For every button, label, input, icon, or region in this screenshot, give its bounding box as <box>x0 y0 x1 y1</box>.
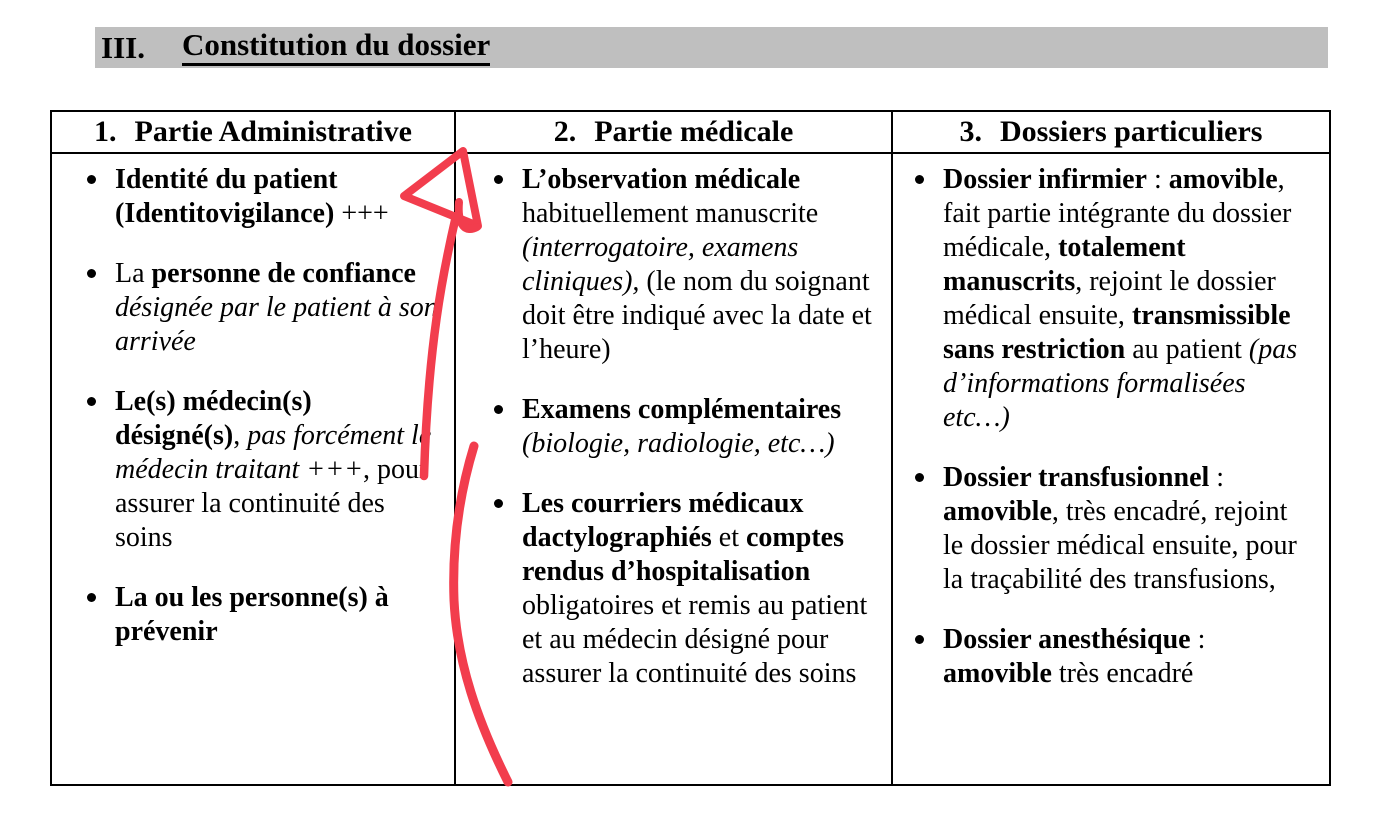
item-text <box>943 624 1205 689</box>
item-text <box>115 386 431 553</box>
text-segment: très encadré <box>1051 658 1194 689</box>
text-segment: +++ <box>334 198 389 229</box>
text-segment: Examens complémentaires <box>522 394 842 425</box>
item-text <box>943 164 1297 433</box>
text-segment: pas forcément le médecin traitant +++ <box>115 420 432 485</box>
list-item <box>522 163 875 367</box>
list-item <box>522 487 875 691</box>
text-segment: , fait partie intégrante du dossier médicale, <box>943 164 1292 263</box>
item-text <box>115 582 389 647</box>
item-text <box>115 164 389 229</box>
bullet-icon <box>87 397 96 406</box>
text-segment: , <box>233 420 248 451</box>
text-segment: amovible <box>1168 164 1278 195</box>
text-segment: désignée par le patient à son arrivée <box>115 292 438 357</box>
table-column-dossiers-particuliers <box>891 112 1329 784</box>
table-column-partie-medicale <box>454 112 891 784</box>
text-segment: : <box>1190 624 1206 655</box>
column-title: Partie médicale <box>594 115 794 148</box>
bullet-icon <box>494 405 503 414</box>
bullet-icon <box>494 175 503 184</box>
item-text <box>522 164 872 365</box>
list-item <box>943 163 1298 435</box>
text-segment: , très encadré, rejoint le dossier médical ensuite, pour la traçabilité des transfusions, <box>943 496 1297 595</box>
table-column-partie-administrative <box>52 112 454 784</box>
text-segment: Dossier transfusionnel <box>943 462 1210 493</box>
column-header <box>893 112 1329 154</box>
text-segment: personne de confiance <box>151 258 416 289</box>
text-segment: , rejoint le dossier médical ensuite, <box>943 266 1276 331</box>
text-segment: (le nom du soignant doit être indiqué avec la date et l’heure) <box>522 266 872 365</box>
list-item <box>943 623 1298 691</box>
column-number: 2. <box>553 115 577 148</box>
section-number: III. <box>101 29 145 65</box>
text-segment: L’observation médicale <box>522 164 801 195</box>
bullet-icon <box>87 593 96 602</box>
list-item <box>115 581 439 649</box>
bullet-icon <box>494 499 503 508</box>
bullet-icon <box>915 175 924 184</box>
text-segment: habituellement manuscrite <box>522 198 819 229</box>
text-segment: Le(s) médecin(s) désigné(s) <box>115 386 312 451</box>
text-segment: : <box>1146 164 1169 195</box>
text-segment: amovible <box>943 658 1052 689</box>
text-segment: (interrogatoire, examens cliniques), <box>522 232 799 297</box>
column-header <box>456 112 891 154</box>
column-header <box>52 112 454 154</box>
text-segment: Identité du patient (Identitovigilance) <box>115 164 338 229</box>
section-heading-bar <box>95 27 1328 68</box>
list-item <box>522 393 875 461</box>
text-segment: transmissible sans restriction <box>943 300 1291 365</box>
column-items <box>456 154 891 717</box>
column-items <box>52 154 454 675</box>
item-text <box>522 488 867 689</box>
text-segment: et <box>711 522 746 553</box>
list-item <box>943 461 1298 597</box>
text-segment: Dossier anesthésique <box>943 624 1191 655</box>
text-segment: , pour assurer la continuité des soins <box>115 454 429 553</box>
text-segment: (pas d’informations formalisées etc…) <box>943 334 1298 433</box>
dossier-table <box>50 110 1331 786</box>
text-segment: La <box>115 258 152 289</box>
column-number: 1. <box>94 115 117 148</box>
bullet-icon <box>915 473 924 482</box>
list-item <box>115 257 439 359</box>
text-segment: au patient <box>1125 334 1249 365</box>
bullet-icon <box>87 175 96 184</box>
item-text <box>522 394 841 459</box>
bullet-icon <box>915 635 924 644</box>
section-title: Constitution du dossier <box>182 29 490 66</box>
bullet-icon <box>87 269 96 278</box>
text-segment: La ou les personne(s) à prévenir <box>115 582 389 647</box>
column-title: Dossiers particuliers <box>1000 115 1263 148</box>
column-title: Partie Administrative <box>134 115 412 148</box>
text-segment: obligatoires et remis au patient et au médecin désigné pour assurer la continuité des soins <box>522 590 868 689</box>
column-number: 3. <box>959 115 983 148</box>
text-segment: Les courriers médicaux dactylographiés <box>522 488 804 553</box>
list-item <box>115 163 439 231</box>
text-segment: comptes rendus d’hospitalisation <box>522 522 844 587</box>
text-segment: Dossier infirmier <box>943 164 1147 195</box>
column-items <box>893 154 1329 717</box>
item-text <box>943 462 1297 595</box>
text-segment: (biologie, radiologie, etc…) <box>522 428 835 459</box>
text-segment: totalement manuscrits <box>943 232 1186 297</box>
text-segment: : <box>1209 462 1225 493</box>
item-text <box>115 258 438 357</box>
text-segment: amovible <box>943 496 1052 527</box>
list-item <box>115 385 439 555</box>
